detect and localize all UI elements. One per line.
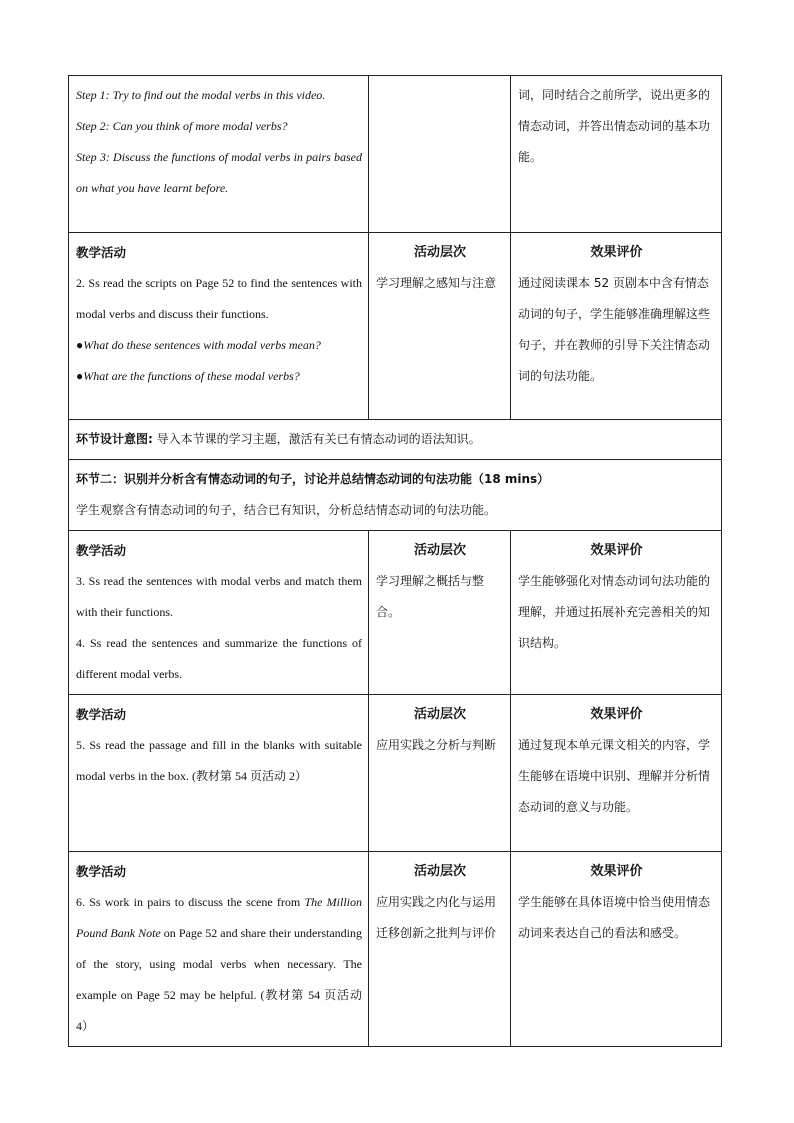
activity-header: 教学活动 bbox=[76, 864, 127, 879]
level-cell bbox=[369, 531, 511, 695]
activity-cell bbox=[69, 531, 369, 695]
item6-post: on Page 52 and share their understanding of the story, using modal verbs when necessary. The example on Page 52 may be helpful. (教材第 54 页活动 4） bbox=[76, 926, 363, 1033]
level-header: 活动层次 bbox=[413, 864, 466, 879]
eval-header: 效果评价 bbox=[590, 864, 643, 879]
stage-desc: 学生观察含有情态动词的句子，结合已有知识，分析总结情态动词的句法功能。 bbox=[76, 503, 497, 517]
activity-item-4: 4. Ss read the sentences and summarize the functions of different modal verbs. bbox=[76, 636, 362, 681]
level-header: 活动层次 bbox=[413, 245, 466, 260]
level-header: 活动层次 bbox=[413, 707, 466, 722]
step-2: Step 2: Can you think of more modal verbs? bbox=[76, 119, 288, 133]
level-header: 活动层次 bbox=[413, 543, 466, 558]
eval-cell bbox=[511, 531, 722, 695]
eval-text: 通过复现本单元课文相关的内容，学生能够在语境中识别、理解并分析情态动词的意义与功能。 bbox=[518, 738, 711, 814]
intent-cell bbox=[69, 420, 722, 460]
level-text: 学习理解之概括与整合。 bbox=[376, 574, 485, 619]
level-text-1: 应用实践之内化与运用 bbox=[376, 895, 497, 909]
question-1: ●What do these sentences with modal verbs mean? bbox=[76, 338, 321, 352]
activity-header: 教学活动 bbox=[76, 707, 127, 722]
activity-item-2: 2. Ss read the scripts on Page 52 to find the sentences with modal verbs and discuss their functions. bbox=[76, 276, 362, 321]
level-cell bbox=[369, 233, 511, 420]
eval-cell bbox=[511, 233, 722, 420]
stage-title: 环节二：识别并分析含有情态动词的句子，讨论并总结情态动词的句法功能（18 mins） bbox=[76, 472, 550, 486]
intent-label: 环节设计意图: bbox=[76, 432, 153, 446]
item6-pre: 6. Ss work in pairs to discuss the scene from bbox=[76, 895, 305, 909]
level-text: 学习理解之感知与注意 bbox=[376, 276, 497, 290]
lesson-plan-table bbox=[68, 75, 722, 1047]
level-text-2: 迁移创新之批判与评价 bbox=[376, 926, 497, 940]
level-cell bbox=[369, 76, 511, 233]
activity-header: 教学活动 bbox=[76, 543, 127, 558]
level-cell bbox=[369, 695, 511, 852]
activity-header: 教学活动 bbox=[76, 245, 127, 260]
eval-text: 通过阅读课本 52 页剧本中含有情态动词的句子，学生能够准确理解这些句子，并在教师的引导下关注情态动词的句法功能。 bbox=[518, 276, 711, 383]
table-row bbox=[69, 420, 722, 460]
activity-item-5: 5. Ss read the passage and fill in the blanks with suitable modal verbs in the box. (教材第 54 页活动 2） bbox=[76, 738, 362, 783]
activity-cell bbox=[69, 695, 369, 852]
table-row bbox=[69, 531, 722, 695]
table-row bbox=[69, 695, 722, 852]
eval-cell: 词，同时结合之前所学，说出更多的情态动词，并答出情态动词的基本功能。 bbox=[511, 76, 722, 233]
step-3: Step 3: Discuss the functions of modal verbs in pairs based on what you have learnt before. bbox=[76, 150, 362, 195]
activity-cell bbox=[69, 233, 369, 420]
activity-item-6 bbox=[76, 887, 362, 1042]
eval-cell bbox=[511, 695, 722, 852]
eval-text: 学生能够在具体语境中恰当使用情态动词来表达自己的看法和感受。 bbox=[518, 895, 711, 940]
eval-header: 效果评价 bbox=[590, 245, 643, 260]
eval-text: 学生能够强化对情态动词句法功能的理解，并通过拓展补充完善相关的知识结构。 bbox=[518, 574, 711, 650]
eval-header: 效果评价 bbox=[590, 543, 643, 558]
eval-header: 效果评价 bbox=[590, 707, 643, 722]
table-row bbox=[69, 460, 722, 531]
intent-text: 导入本节课的学习主题，激活有关已有情态动词的语法知识。 bbox=[156, 432, 481, 446]
activity-item-3: 3. Ss read the sentences with modal verbs and match them with their functions. bbox=[76, 574, 362, 619]
step-1: Step 1: Try to find out the modal verbs in this video. bbox=[76, 88, 326, 102]
eval-cell bbox=[511, 852, 722, 1047]
table-row bbox=[69, 852, 722, 1047]
table-row bbox=[69, 76, 722, 233]
level-cell bbox=[369, 852, 511, 1047]
book-title: The Million Pound Bank Note bbox=[76, 895, 362, 940]
steps-cell bbox=[69, 76, 369, 233]
question-2: ●What are the functions of these modal verbs? bbox=[76, 369, 300, 383]
level-text: 应用实践之分析与判断 bbox=[376, 738, 497, 752]
activity-cell bbox=[69, 852, 369, 1047]
stage-cell bbox=[69, 460, 722, 531]
table-row bbox=[69, 233, 722, 420]
